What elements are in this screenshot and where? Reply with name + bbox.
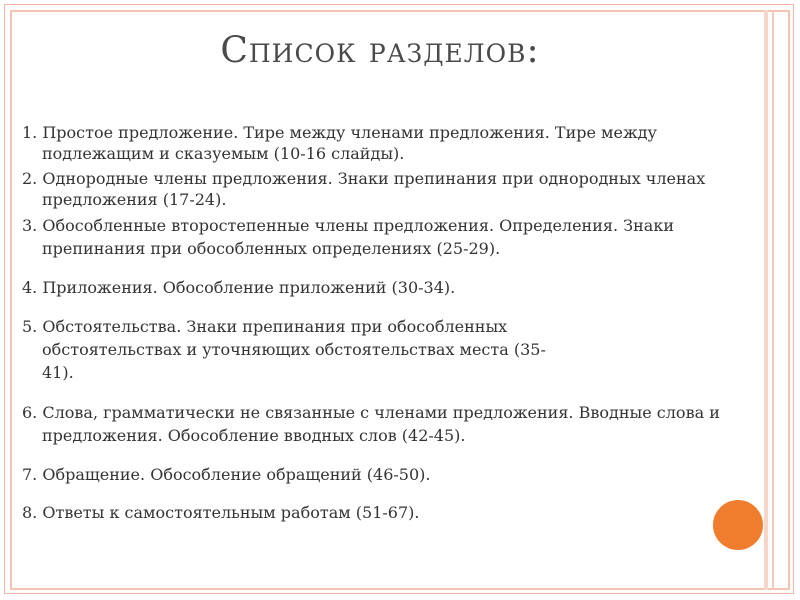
list-item: 6. Слова, грамматически не связанные с членами предложения. Вводные слова и предложения. Обособление вводных слов (42-45). — [22, 403, 720, 445]
list-item: 3. Обособленные второстепенные члены предложения. Определения. Знаки препинания при обособленных определениях (25-29). — [22, 216, 674, 258]
sections-list — [22, 122, 752, 523]
slide-side-band-thin — [772, 10, 774, 590]
slide-side-band — [764, 10, 768, 590]
list-item: 7. Обращение. Обособление обращений (46-50). — [22, 465, 431, 484]
list-item: 1. Простое предложение. Тире между членами предложения. Тире между подлежащим и сказуемым (10-16 слайды). — [22, 123, 657, 163]
list-item: 8. Ответы к самостоятельным работам (51-67). — [22, 503, 420, 522]
list-item: 4. Приложения. Обособление приложений (30-34). — [22, 278, 456, 297]
decorative-circle — [713, 500, 763, 550]
slide-title: Список разделов: — [220, 30, 540, 71]
list-item: 2. Однородные члены предложения. Знаки препинания при однородных членах предложения (17-24). — [22, 169, 706, 209]
list-item: 5. Обстоятельства. Знаки препинания при обособленных обстоятельствах и уточняющих обстоятельствах места (35-41). — [22, 317, 546, 382]
